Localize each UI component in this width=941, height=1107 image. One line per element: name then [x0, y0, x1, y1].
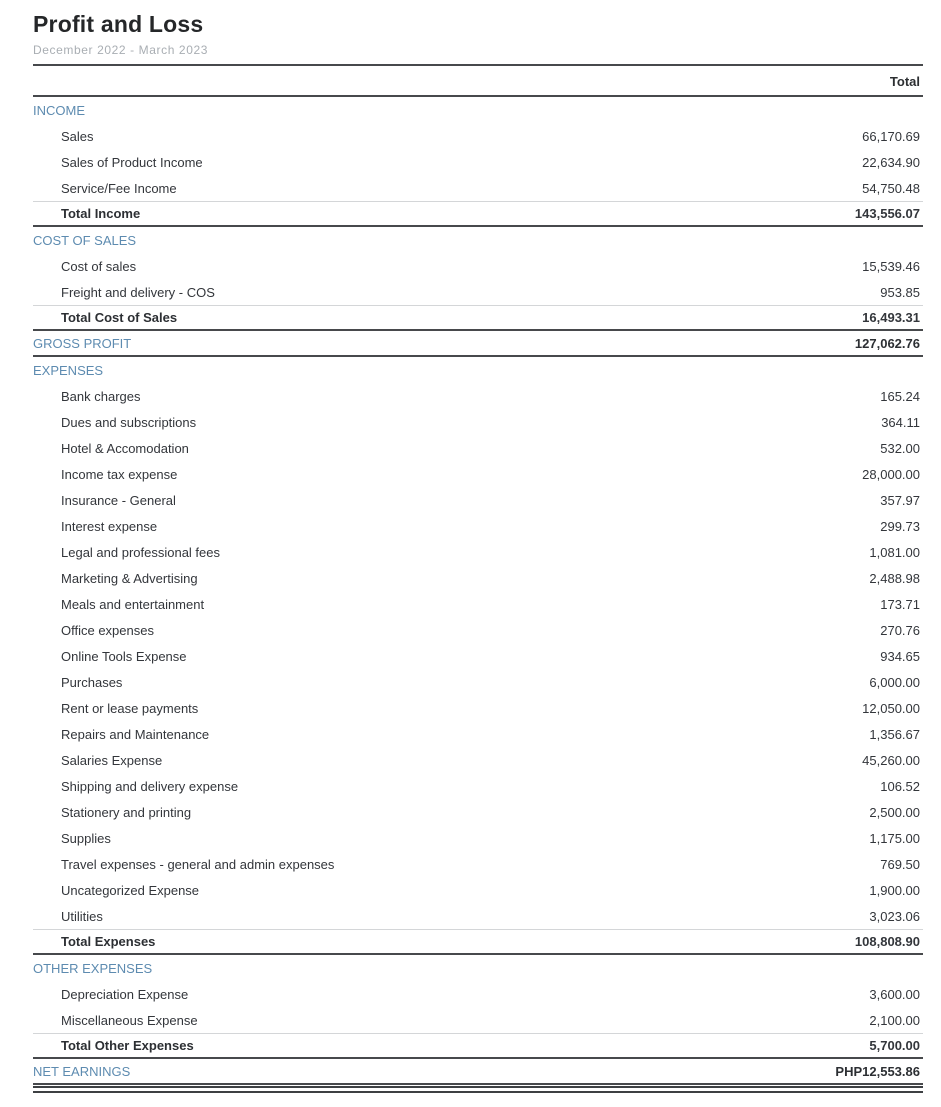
account-row	[33, 539, 923, 565]
row-label: Bank charges	[61, 388, 141, 404]
total-row	[33, 1033, 923, 1059]
row-label: Service/Fee Income	[61, 180, 177, 196]
row-label: Dues and subscriptions	[61, 414, 197, 430]
row-label: Utilities	[61, 908, 103, 924]
total-row	[33, 929, 923, 955]
row-label: Uncategorized Expense	[61, 882, 200, 898]
account-row	[33, 825, 923, 851]
row-label: Online Tools Expense	[61, 648, 187, 664]
row-value: 173.71	[880, 596, 920, 612]
row-value: 532.00	[880, 440, 920, 456]
row-label: Sales	[61, 128, 94, 144]
account-row	[33, 903, 923, 929]
row-value: 1,175.00	[869, 830, 920, 846]
row-value: 2,488.98	[869, 570, 920, 586]
row-label: Total Income	[61, 206, 141, 221]
row-label: Freight and delivery - COS	[61, 284, 215, 300]
account-row	[33, 643, 923, 669]
account-row	[33, 1007, 923, 1033]
row-value: 127,062.76	[854, 335, 920, 351]
account-row	[33, 279, 923, 305]
row-value: 66,170.69	[862, 128, 920, 144]
row-value: 15,539.46	[862, 258, 920, 274]
row-value: 769.50	[880, 856, 920, 872]
account-row	[33, 253, 923, 279]
row-value: 22,634.90	[862, 154, 920, 170]
account-row	[33, 747, 923, 773]
account-row	[33, 487, 923, 513]
row-label: Marketing & Advertising	[61, 570, 198, 586]
summary-row	[33, 1059, 923, 1085]
account-row	[33, 773, 923, 799]
row-label: Stationery and printing	[61, 804, 192, 820]
row-value: 357.97	[880, 492, 920, 508]
row-label: Legal and professional fees	[61, 544, 221, 560]
row-value: 934.65	[880, 648, 920, 664]
row-label: Repairs and Maintenance	[61, 726, 210, 742]
section-row	[33, 97, 923, 123]
section-row	[33, 357, 923, 383]
section-row	[33, 227, 923, 253]
row-value: 28,000.00	[862, 466, 920, 482]
total-row	[33, 305, 923, 331]
row-value: 953.85	[880, 284, 920, 300]
row-label: Travel expenses - general and admin expenses	[61, 856, 335, 872]
total-row	[33, 201, 923, 227]
report-period: December 2022 - March 2023	[33, 43, 923, 66]
column-header-row	[33, 66, 923, 97]
row-value: PHP12,553.86	[835, 1063, 920, 1079]
account-row	[33, 721, 923, 747]
section-row	[33, 955, 923, 981]
row-label: Rent or lease payments	[61, 700, 199, 716]
row-label: NET EARNINGS	[33, 1063, 131, 1079]
row-label: Total Expenses	[61, 934, 156, 949]
row-value: 143,556.07	[854, 206, 920, 221]
account-row	[33, 695, 923, 721]
row-label: Insurance - General	[61, 492, 176, 508]
account-row	[33, 383, 923, 409]
account-row	[33, 981, 923, 1007]
total-column-header: Total	[889, 74, 920, 89]
account-row	[33, 149, 923, 175]
row-value: 270.76	[880, 622, 920, 638]
account-row	[33, 123, 923, 149]
row-label: Purchases	[61, 674, 123, 690]
account-row	[33, 409, 923, 435]
row-label: INCOME	[33, 102, 85, 118]
row-label: OTHER EXPENSES	[33, 960, 153, 976]
row-label: Shipping and delivery expense	[61, 778, 239, 794]
row-value: 1,356.67	[869, 726, 920, 742]
account-row	[33, 877, 923, 903]
account-row	[33, 851, 923, 877]
row-label: Office expenses	[61, 622, 154, 638]
row-label: EXPENSES	[33, 362, 104, 378]
report-title: Profit and Loss	[33, 11, 204, 37]
account-row	[33, 799, 923, 825]
account-row	[33, 435, 923, 461]
account-row	[33, 565, 923, 591]
row-value: 1,081.00	[869, 544, 920, 560]
row-value: 45,260.00	[862, 752, 920, 768]
row-label: Total Cost of Sales	[61, 310, 178, 325]
account-row	[33, 175, 923, 201]
row-label: Miscellaneous Expense	[61, 1012, 198, 1028]
row-label: Sales of Product Income	[61, 154, 203, 170]
account-row	[33, 461, 923, 487]
account-row	[33, 617, 923, 643]
row-value: 364.11	[881, 414, 920, 430]
account-row	[33, 591, 923, 617]
row-value: 5,700.00	[869, 1038, 920, 1053]
row-value: 2,500.00	[869, 804, 920, 820]
row-value: 54,750.48	[862, 180, 920, 196]
account-row	[33, 513, 923, 539]
row-value: 2,100.00	[869, 1012, 920, 1028]
report-table	[33, 97, 923, 1085]
row-value: 1,900.00	[869, 882, 920, 898]
summary-row	[33, 331, 923, 357]
row-value: 6,000.00	[869, 674, 920, 690]
row-value: 108,808.90	[854, 934, 920, 949]
row-label: Salaries Expense	[61, 752, 163, 768]
row-label: Hotel & Accomodation	[61, 440, 189, 456]
row-value: 16,493.31	[862, 310, 920, 325]
row-value: 12,050.00	[862, 700, 920, 716]
row-label: Income tax expense	[61, 466, 178, 482]
row-label: Supplies	[61, 830, 111, 846]
row-label: GROSS PROFIT	[33, 335, 132, 351]
row-value: 3,023.06	[869, 908, 920, 924]
row-label: Interest expense	[61, 518, 158, 534]
row-label: Depreciation Expense	[61, 986, 189, 1002]
row-value: 106.52	[880, 778, 920, 794]
report-end-rule	[33, 1086, 923, 1093]
row-label: Cost of sales	[61, 258, 137, 274]
row-label: Total Other Expenses	[61, 1038, 194, 1053]
row-value: 3,600.00	[869, 986, 920, 1002]
row-value: 165.24	[880, 388, 920, 404]
account-row	[33, 669, 923, 695]
row-label: COST OF SALES	[33, 232, 137, 248]
row-value: 299.73	[880, 518, 920, 534]
row-label: Meals and entertainment	[61, 596, 205, 612]
